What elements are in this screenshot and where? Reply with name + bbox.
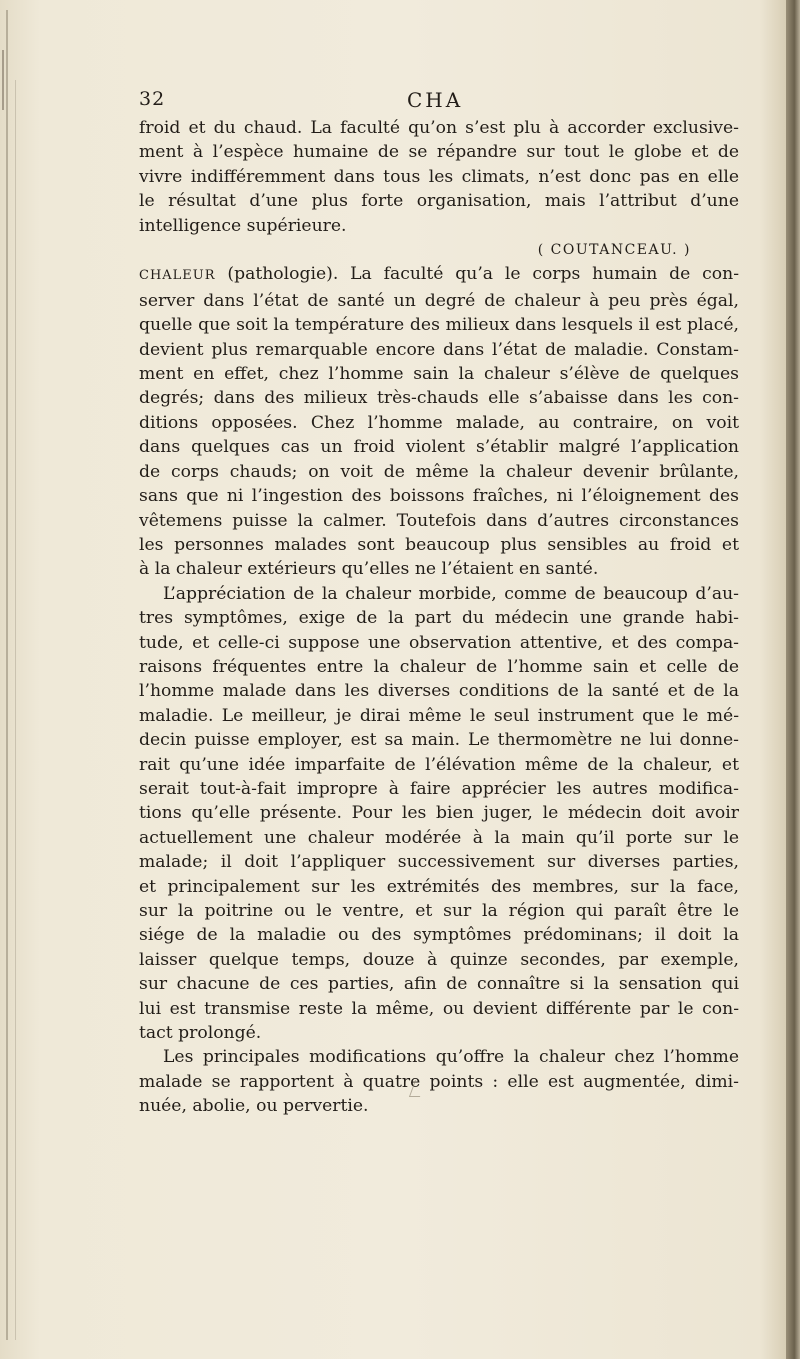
page-edge-shadow — [6, 10, 8, 1340]
text-line: decin puisse employer, est sa main. Le thermomètre ne lui donne- — [139, 730, 739, 751]
text-line: à la chaleur extérieurs qu’elles ne l’étaient en santé. — [139, 559, 599, 580]
text-line: malade; il doit l’appliquer successivement sur diverses parties, — [139, 852, 739, 873]
text-line: ment en effet, chez l’homme sain la chaleur s’élève de quelques — [139, 364, 739, 385]
text-line — [139, 262, 739, 288]
text-line: le résultat d’une plus forte organisation, mais l’attribut d’une — [139, 191, 739, 212]
text-line: sur la poitrine ou le ventre, et sur la région qui paraît être le — [139, 901, 739, 921]
paragraph-intro — [139, 116, 739, 238]
text-line: actuellement une chaleur modérée à la main qu’il porte sur le — [139, 827, 739, 848]
text-line: vivre indifféremment dans tous les climats, n’est donc pas en elle — [139, 166, 739, 187]
text-line: vêtemens puisse la calmer. Toutefois dans d’autres circonstances — [139, 510, 739, 531]
text-line: serait tout-à-fait impropre à faire apprécier les autres modifica- — [139, 778, 739, 799]
text-line: et principalement sur les extrémités des membres, sur la face, — [139, 876, 739, 897]
text-line: raisons fréquentes entre la chaleur de l’homme sain et celle de — [139, 656, 739, 677]
paragraph-appreciation — [139, 582, 739, 1046]
text-line: l’homme malade dans les diverses conditions de la santé et de la — [139, 681, 739, 702]
body-text — [139, 116, 739, 1119]
entry-chaleur — [139, 262, 739, 581]
text-line: L’appréciation de la chaleur morbide, comme de beaucoup d’au- — [163, 583, 739, 604]
text-line: tions qu’elle présente. Pour les bien juger, le médecin doit avoir — [139, 803, 739, 824]
text-line: server dans l’état de santé un degré de chaleur à peu près égal, — [139, 290, 739, 311]
text-line: sans que ni l’ingestion des boissons fraîches, ni l’éloignement des — [139, 486, 739, 507]
text-line: de corps chauds; on voit de même la chaleur devenir brûlante, — [139, 461, 739, 482]
text-line: ment à l’espèce humaine de se répandre sur tout le globe et de — [139, 142, 739, 163]
text-line: quelle que soit la température des milieux dans lesquels il est placé, — [139, 315, 739, 336]
page-edge-line — [15, 80, 16, 1340]
text-line: laisser quelque temps, douze à quinze secondes, par exemple, — [139, 949, 739, 970]
margin-mark — [2, 50, 14, 110]
text-line: rait qu’une idée imparfaite de l’élévation même de la chaleur, et — [139, 754, 739, 775]
text-line: siége de la maladie ou des symptômes prédominans; il doit la — [139, 925, 739, 946]
text-line: maladie. Le meilleur, je dirai même le seul instrument que le mé- — [139, 705, 739, 726]
text-line: tres symptômes, exige de la part du médecin une grande habi- — [139, 608, 739, 629]
running-head: CHA — [407, 88, 464, 112]
text-line: froid et du chaud. La faculté qu’on s’est plu à accorder exclusive- — [139, 118, 739, 138]
page-number: 32 — [139, 88, 166, 110]
text-line: lui est transmise reste la même, ou devient différente par le con- — [139, 998, 739, 1019]
entry-first-line: (pathologie). La faculté qu’a le corps humain de con- — [227, 264, 740, 285]
text-line: intelligence supérieure. — [139, 215, 347, 236]
text-line: sur chacune de ces parties, afin de connaître si la sensation qui — [139, 974, 739, 995]
text-line: tude, et celle-ci suppose une observation attentive, et des compa- — [139, 632, 739, 653]
text-line: malade se rapportent à quatre points : elle est augmentée, dimi- — [139, 1071, 739, 1092]
text-line: ditions opposées. Chez l’homme malade, au contraire, on voit — [139, 412, 739, 433]
entry-headword: CHALEUR — [139, 268, 216, 284]
paragraph-modifications — [139, 1045, 739, 1118]
author-signature: ( COUTANCEAU. ) — [537, 242, 691, 259]
binding-edge — [786, 0, 800, 1359]
text-line: nuée, abolie, ou pervertie. — [139, 1096, 369, 1117]
text-line: dans quelques cas un froid violent s’établir malgré l’application — [139, 437, 739, 458]
text-line: degrés; dans des milieux très-chauds elle s’abaisse dans les con- — [139, 388, 739, 409]
text-line: les personnes malades sont beaucoup plus sensibles au froid et — [139, 534, 739, 555]
text-line: tact prolongé. — [139, 1023, 262, 1044]
page-header — [139, 88, 739, 116]
text-line: devient plus remarquable encore dans l’état de maladie. Constam- — [139, 339, 739, 360]
text-line: Les principales modifications qu’offre la chaleur chez l’homme — [163, 1047, 739, 1068]
